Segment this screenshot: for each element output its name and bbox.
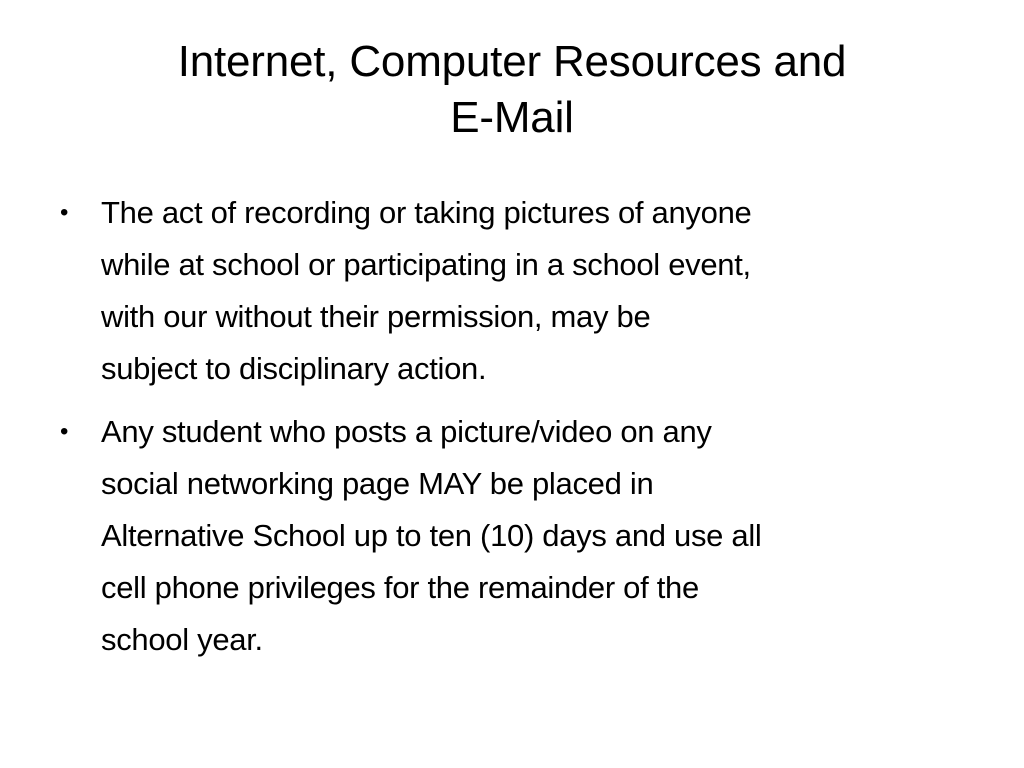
slide-title-line-2: E-Mail	[450, 93, 574, 142]
bullet-text-line: while at school or participating in a school event,	[101, 247, 751, 282]
bullet-text-line: Alternative School up to ten (10) days and use all	[101, 518, 762, 553]
bullet-text-line: subject to disciplinary action.	[101, 351, 487, 386]
slide-title	[70, 34, 954, 146]
bullet-item-recording-policy	[60, 187, 970, 395]
bullet-dot-icon: •	[60, 199, 69, 226]
bullet-text-line: school year.	[101, 622, 263, 657]
bullet-dot-icon: •	[60, 418, 69, 445]
bullet-list	[60, 187, 970, 677]
bullet-item-social-networking-policy	[60, 406, 970, 666]
bullet-text-line: The act of recording or taking pictures of anyone	[101, 195, 752, 230]
bullet-text-line: social networking page MAY be placed in	[101, 466, 654, 501]
bullet-text-line: cell phone privileges for the remainder of the	[101, 570, 699, 605]
slide-title-line-1: Internet, Computer Resources and	[177, 37, 847, 86]
bullet-text-line: Any student who posts a picture/video on any	[101, 414, 712, 449]
bullet-text-line: with our without their permission, may be	[101, 299, 651, 334]
